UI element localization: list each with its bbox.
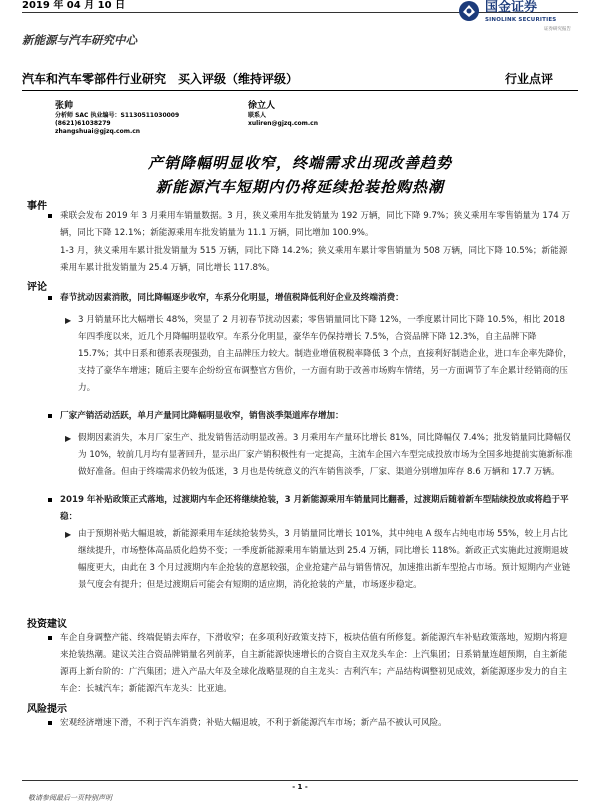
analyst-1 bbox=[55, 100, 179, 136]
logo-subtitle: 证券研究报告 bbox=[544, 27, 571, 32]
page-number: - 1 - bbox=[292, 783, 308, 791]
logo-name-en: SINOLINK SECURITIES bbox=[485, 17, 557, 23]
footer-disclaimer: 敬请参阅最后一页特别声明 bbox=[28, 794, 112, 802]
comment-3-heading-text: 2019 年补贴政策正式落地，过渡期内车企还将继续抢装，3 月新能源乘用车销量同比翻番，过渡期后随着新车型陆续投放或将趋于平稳： bbox=[60, 495, 569, 522]
arrow-bullet-icon: ▶ bbox=[65, 316, 72, 325]
bullet-icon bbox=[48, 414, 52, 418]
research-center: 新能源与汽车研究中心 bbox=[22, 33, 137, 47]
bullet-icon bbox=[48, 498, 52, 502]
bullet-icon bbox=[48, 721, 52, 725]
report-title: 汽车和汽车零部件行业研究 买入评级（维持评级） bbox=[22, 72, 299, 86]
comment-2-body-text: 假期因素消失，本月厂家生产、批发销售活动明显改善。3 月乘用车产量环比增长 81%，同比降幅仅 7.4%；批发销量同比降幅仅为 10%，较前几月均有显著回升，显示出厂家产销积极性有一定提高，主流车企国六车型完成投放市场为全国多地提前实施新标准做好准备。但由于终端需求仍较为低迷，3 月也是传统意义的汽车销售淡季，厂家、渠道分别增加库存 8.6 万辆和 17.7 万辆。 bbox=[78, 433, 573, 477]
comment-3-body-text: 由于预期补贴大幅退坡，新能源乘用车延续抢装势头，3 月销量同比增长 101%，其中纯电 A 级车占纯电市场 55%，较上月占比继续提升，市场整体高品质化趋势不变；一季度新能源乘用车销量达到 25.4 万辆，同比增长 118%。新政正式实施此过渡期退坡幅度更大，由此在 3 个月过渡期内车企抢装的意愿较强，企业抢建产品与销售情况，加速推出新车型抢占市场。预计短期内产业链景气度会有提升；但是过渡期后可能会有短期的适应期，消化抢装的产量，市场逐步稳定。 bbox=[78, 529, 571, 590]
title-divider bbox=[22, 90, 578, 91]
bullet-icon bbox=[48, 214, 52, 218]
bullet-icon bbox=[48, 636, 52, 640]
event-paragraph-2 bbox=[60, 243, 575, 277]
contact-name: 徐立人 bbox=[248, 101, 276, 111]
comment-2-heading bbox=[60, 408, 575, 425]
logo-name-cn: 国金证券 bbox=[485, 0, 538, 15]
contact-email: xuliren@gjzq.com.cn bbox=[248, 120, 319, 127]
risk-text: 宏观经济增速下滑，不利于汽车消费；补贴大幅退坡，不利于新能源汽车市场；新产品不被认可风险。 bbox=[60, 718, 447, 728]
comment-3-body bbox=[65, 526, 575, 594]
advice-paragraph bbox=[60, 630, 575, 698]
headline-line-2: 新能源汽车短期内仍将延续抢装抢购热潮 bbox=[155, 178, 444, 196]
section-event: 事件 bbox=[27, 201, 47, 212]
risk-paragraph bbox=[60, 715, 575, 732]
bullet-icon bbox=[48, 296, 52, 300]
comment-3-heading bbox=[60, 492, 575, 526]
comment-1-body-text: 3 月销量环比大幅增长 48%，突显了 2 月初春节扰动因素；零售销量同比下降 12%，一季度累计同比下降 10.5%，相比 2018 年四季度以来，近几个月降幅明显收窄。车系分化明显，豪华车仍保持增长 7.5%，合资品牌下降 12.3%，自主品牌下降 15.7%；其中日系和德系表现强劲，自主品牌压力较大。制造业增值税税率降低 3 个点，直接利好制造企业，进口车企率先降价，支持了豪华车增速；随后主要车企纷纷宣布调整官方售价，一方面有助于改善市场购车情绪，另一方面调节了车企累计经销商的压力。 bbox=[78, 315, 572, 393]
report-type: 行业点评 bbox=[505, 72, 554, 86]
footer-divider bbox=[22, 780, 578, 781]
analyst-cert: 分析师 SAC 执业编号：S1130511030009 bbox=[55, 112, 180, 119]
comment-2-body bbox=[65, 430, 575, 481]
comment-1-heading bbox=[60, 290, 575, 307]
logo-mark-icon bbox=[458, 0, 480, 22]
event-text-1: 乘联会发布 2019 年 3 月乘用车销量数据。3 月，狭义乘用车批发销量为 192 万辆，同比下降 9.7%；狭义乘用车零售销量为 174 万辆，同比下降 12.1%；新能源乘用车批发销量为 11.1 万辆，同比增加 100.9%。 bbox=[60, 211, 571, 238]
analyst-2 bbox=[248, 100, 318, 128]
company-logo bbox=[458, 0, 588, 40]
analyst-name: 张帅 bbox=[55, 101, 74, 111]
event-paragraph-1 bbox=[60, 208, 575, 242]
arrow-bullet-icon: ▶ bbox=[65, 434, 72, 443]
analyst-phone: (8621)61038279 bbox=[55, 120, 111, 127]
section-risk: 风险提示 bbox=[27, 704, 67, 715]
comment-1-heading-text: 春节扰动因素消散，同比降幅逐步收窄，车系分化明显，增值税降低利好企业及终端消费： bbox=[60, 293, 404, 303]
section-comment: 评论 bbox=[27, 282, 47, 293]
comment-2-heading-text: 厂家产销活动活跃，单月产量同比降幅明显收窄，销售淡季渠道库存增加： bbox=[60, 411, 344, 421]
section-advice: 投资建议 bbox=[27, 619, 67, 630]
event-text-2: 1-3 月，狭义乘用车累计批发销量为 515 万辆，同比下降 14.2%；狭义乘用车累计零售销量为 508 万辆，同比下降 10.5%；新能源乘用车累计批发销量为 25.4 万辆，同比增长 117.8%。 bbox=[60, 246, 568, 273]
report-date: 2019 年 04 月 10 日 bbox=[22, 0, 126, 11]
headline-line-1: 产销降幅明显收窄，终端需求出现改善趋势 bbox=[147, 154, 452, 172]
advice-text: 车企自身调整产能、终端促销去库存，下滑收窄；在多项利好政策支持下，板块估值有所修复。新能源汽车补贴政策落地，短期内将迎来抢装热潮。建议关注合资品牌销量名列前茅，自主新能源快速增长的合资自主双龙头车企：上汽集团；日系销量连超预期，自主新能源再上新台阶的：广汽集团；进入产品大年及全球化战略显现的自主龙头：吉利汽车；产品结构调整初见成效，新能源逐步发力的自主车企：长城汽车；新能源汽车龙头：比亚迪。 bbox=[60, 633, 568, 694]
comment-1-body bbox=[65, 312, 575, 397]
contact-role: 联系人 bbox=[248, 112, 267, 119]
analyst-email: zhangshuai@gjzq.com.cn bbox=[55, 128, 141, 135]
arrow-bullet-icon: ▶ bbox=[65, 530, 72, 539]
